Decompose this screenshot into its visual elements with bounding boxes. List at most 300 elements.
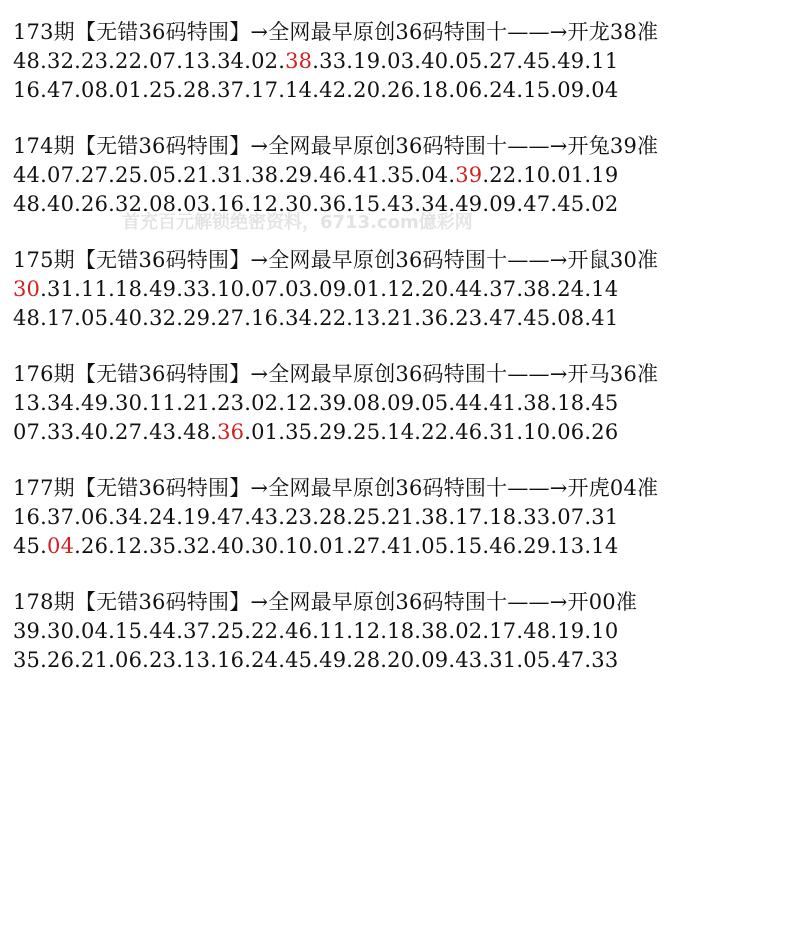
period-block (13, 18, 793, 105)
separator-dot: . (312, 420, 320, 444)
number-cell: 23 (217, 391, 245, 415)
separator-dot: . (40, 505, 48, 529)
separator-dot: . (176, 49, 184, 73)
number-cell: 45 (557, 192, 585, 216)
separator-dot: . (482, 420, 490, 444)
separator-dot: . (312, 78, 320, 102)
number-cell: 31 (47, 277, 75, 301)
separator-dot: . (346, 192, 354, 216)
separator-dot: . (346, 163, 354, 187)
number-cell: 22 (489, 163, 517, 187)
separator-dot: . (550, 277, 558, 301)
number-cell: 15 (523, 78, 551, 102)
separator-dot: . (142, 619, 150, 643)
number-row (13, 47, 793, 76)
separator-dot: . (380, 78, 388, 102)
number-cell: 18 (115, 277, 143, 301)
separator-dot: . (448, 420, 456, 444)
separator-dot: . (516, 505, 524, 529)
separator-dot: . (74, 619, 82, 643)
number-cell: 39 (13, 619, 41, 643)
separator-dot: . (40, 78, 48, 102)
separator-dot: . (244, 163, 252, 187)
number-cell: 47 (217, 505, 245, 529)
number-cell: 47 (47, 78, 75, 102)
number-cell: 24 (251, 648, 279, 672)
number-row (13, 275, 793, 304)
separator-dot: . (278, 277, 286, 301)
number-cell: 35 (387, 163, 415, 187)
separator-dot: . (550, 163, 558, 187)
number-cell: 35 (149, 534, 177, 558)
number-cell: 32 (47, 49, 75, 73)
number-cell: 05 (421, 534, 449, 558)
separator-dot: . (312, 192, 320, 216)
number-cell: 33 (47, 420, 75, 444)
separator-dot: . (312, 648, 320, 672)
separator-dot: . (482, 505, 490, 529)
number-cell: 47 (523, 192, 551, 216)
separator-dot: . (244, 391, 252, 415)
number-cell: 18 (489, 505, 517, 529)
separator-dot: . (584, 648, 592, 672)
number-cell: 10 (523, 163, 551, 187)
separator-dot: . (74, 192, 82, 216)
number-cell: 04 (591, 78, 619, 102)
separator-dot: . (584, 619, 592, 643)
separator-dot: . (40, 192, 48, 216)
separator-dot: . (414, 648, 422, 672)
separator-dot: . (74, 49, 82, 73)
number-cell: 11 (81, 277, 109, 301)
separator-dot: . (108, 277, 116, 301)
number-row (13, 532, 793, 561)
separator-dot: . (210, 277, 218, 301)
winning-number: 39 (455, 163, 483, 187)
separator-dot: . (380, 163, 388, 187)
separator-dot: . (380, 534, 388, 558)
separator-dot: . (414, 619, 422, 643)
number-cell: 21 (81, 648, 109, 672)
number-cell: 41 (387, 534, 415, 558)
period-block (13, 246, 793, 333)
number-cell: 14 (591, 277, 619, 301)
number-cell: 45 (285, 648, 313, 672)
number-cell: 28 (183, 78, 211, 102)
separator-dot: . (278, 49, 286, 73)
separator-dot: . (312, 163, 320, 187)
separator-dot: . (74, 277, 82, 301)
separator-dot: . (142, 391, 150, 415)
separator-dot: . (40, 306, 48, 330)
number-cell: 28 (319, 505, 347, 529)
separator-dot: . (550, 49, 558, 73)
number-cell: 34 (115, 505, 143, 529)
separator-dot: . (482, 534, 490, 558)
separator-dot: . (142, 648, 150, 672)
period-block (13, 474, 793, 561)
number-cell: 38 (251, 163, 279, 187)
number-cell: 30 (47, 619, 75, 643)
separator-dot: . (142, 277, 150, 301)
separator-dot: . (142, 78, 150, 102)
number-cell: 30 (115, 391, 143, 415)
separator-dot: . (448, 306, 456, 330)
separator-dot: . (482, 277, 490, 301)
number-cell: 34 (217, 49, 245, 73)
number-cell: 38 (421, 619, 449, 643)
number-cell: 22 (115, 49, 143, 73)
number-cell: 06 (557, 420, 585, 444)
separator-dot: . (550, 306, 558, 330)
number-cell: 49 (455, 192, 483, 216)
number-cell: 46 (455, 420, 483, 444)
number-cell: 22 (251, 619, 279, 643)
separator-dot: . (380, 306, 388, 330)
period-header: 178期【无错36码特围】→全网最早原创36码特围十——→开00准 (13, 590, 638, 614)
separator-dot: . (448, 391, 456, 415)
separator-dot: . (482, 619, 490, 643)
separator-dot: . (176, 648, 184, 672)
period-block (13, 588, 793, 675)
number-cell: 26 (591, 420, 619, 444)
number-cell: 02 (251, 49, 279, 73)
period-header: 177期【无错36码特围】→全网最早原创36码特围十——→开虎04准 (13, 476, 659, 500)
number-cell: 43 (387, 192, 415, 216)
separator-dot: . (380, 391, 388, 415)
number-cell: 32 (183, 534, 211, 558)
separator-dot: . (210, 391, 218, 415)
number-cell: 49 (81, 391, 109, 415)
separator-dot: . (346, 306, 354, 330)
number-cell: 04 (421, 163, 449, 187)
number-cell: 48 (523, 619, 551, 643)
number-cell: 37 (217, 78, 245, 102)
separator-dot: . (550, 420, 558, 444)
number-cell: 40 (47, 192, 75, 216)
number-cell: 26 (47, 648, 75, 672)
separator-dot: . (40, 49, 48, 73)
number-cell: 42 (319, 78, 347, 102)
number-cell: 21 (387, 505, 415, 529)
separator-dot: . (108, 163, 116, 187)
separator-dot: . (108, 192, 116, 216)
separator-dot: . (584, 192, 592, 216)
number-cell: 17 (47, 306, 75, 330)
separator-dot: . (278, 534, 286, 558)
separator-dot: . (346, 534, 354, 558)
separator-dot: . (414, 277, 422, 301)
separator-dot: . (74, 391, 82, 415)
number-cell: 33 (523, 505, 551, 529)
number-cell: 12 (251, 192, 279, 216)
number-row (13, 646, 793, 675)
number-cell: 01 (115, 78, 143, 102)
number-cell: 18 (421, 78, 449, 102)
separator-dot: . (482, 192, 490, 216)
separator-dot: . (40, 648, 48, 672)
separator-dot: . (244, 534, 252, 558)
number-cell: 16 (13, 505, 41, 529)
separator-dot: . (516, 277, 524, 301)
number-cell: 20 (353, 78, 381, 102)
number-cell: 16 (217, 648, 245, 672)
number-cell: 27 (81, 163, 109, 187)
number-row (13, 418, 793, 447)
number-cell: 45 (523, 306, 551, 330)
separator-dot: . (380, 49, 388, 73)
separator-dot: . (210, 49, 218, 73)
number-cell: 22 (319, 306, 347, 330)
number-cell: 31 (489, 648, 517, 672)
separator-dot: . (448, 277, 456, 301)
separator-dot: . (142, 534, 150, 558)
separator-dot: . (176, 192, 184, 216)
number-cell: 25 (217, 619, 245, 643)
number-cell: 01 (557, 163, 585, 187)
number-cell: 28 (353, 648, 381, 672)
separator-dot: . (108, 420, 116, 444)
separator-dot: . (516, 534, 524, 558)
number-cell: 43 (455, 648, 483, 672)
number-cell: 44 (455, 391, 483, 415)
number-cell: 34 (47, 391, 75, 415)
number-cell: 17 (455, 505, 483, 529)
number-cell: 35 (13, 648, 41, 672)
number-cell: 48 (183, 420, 211, 444)
separator-dot: . (108, 49, 116, 73)
separator-dot: . (482, 648, 490, 672)
number-cell: 27 (489, 49, 517, 73)
number-cell: 38 (523, 277, 551, 301)
number-cell: 30 (285, 192, 313, 216)
separator-dot: . (210, 306, 218, 330)
number-cell: 19 (557, 619, 585, 643)
period-block (13, 132, 793, 219)
separator-dot: . (244, 78, 252, 102)
number-cell: 25 (149, 78, 177, 102)
number-row (13, 161, 793, 190)
separator-dot: . (448, 49, 456, 73)
separator-dot: . (176, 619, 184, 643)
number-cell: 10 (523, 420, 551, 444)
number-cell: 45 (13, 534, 41, 558)
separator-dot: . (516, 49, 524, 73)
separator-dot: . (74, 78, 82, 102)
separator-dot: . (584, 163, 592, 187)
separator-dot: . (312, 306, 320, 330)
number-cell: 10 (591, 619, 619, 643)
number-cell: 05 (81, 306, 109, 330)
separator-dot: . (550, 78, 558, 102)
separator-dot: . (278, 391, 286, 415)
separator-dot: . (482, 49, 490, 73)
number-cell: 25 (115, 163, 143, 187)
number-cell: 41 (489, 391, 517, 415)
number-cell: 36 (319, 192, 347, 216)
number-cell: 07 (13, 420, 41, 444)
separator-dot: . (516, 420, 524, 444)
number-cell: 09 (319, 277, 347, 301)
number-cell: 12 (285, 391, 313, 415)
number-cell: 08 (557, 306, 585, 330)
number-cell: 14 (591, 534, 619, 558)
separator-dot: . (176, 505, 184, 529)
separator-dot: . (516, 306, 524, 330)
separator-dot: . (142, 192, 150, 216)
separator-dot: . (278, 306, 286, 330)
number-cell: 05 (523, 648, 551, 672)
separator-dot: . (448, 163, 456, 187)
number-cell: 30 (251, 534, 279, 558)
number-cell: 03 (183, 192, 211, 216)
number-cell: 18 (387, 619, 415, 643)
separator-dot: . (210, 648, 218, 672)
number-row (13, 389, 793, 418)
separator-dot: . (176, 306, 184, 330)
separator-dot: . (210, 192, 218, 216)
number-cell: 13 (183, 648, 211, 672)
number-cell: 20 (387, 648, 415, 672)
separator-dot: . (244, 648, 252, 672)
separator-dot: . (482, 163, 490, 187)
separator-dot: . (482, 78, 490, 102)
winning-number: 36 (217, 420, 245, 444)
number-cell: 25 (353, 505, 381, 529)
watermark-text: 首充百元解锁绝密资料，6713.com億彩网 (122, 212, 473, 233)
number-cell: 01 (353, 277, 381, 301)
separator-dot: . (346, 505, 354, 529)
winning-number: 04 (47, 534, 75, 558)
separator-dot: . (346, 619, 354, 643)
number-cell: 13 (183, 49, 211, 73)
separator-dot: . (584, 505, 592, 529)
number-cell: 19 (183, 505, 211, 529)
separator-dot: . (244, 505, 252, 529)
separator-dot: . (210, 420, 218, 444)
number-cell: 38 (523, 391, 551, 415)
separator-dot: . (550, 391, 558, 415)
separator-dot: . (584, 277, 592, 301)
number-cell: 22 (421, 420, 449, 444)
number-cell: 27 (217, 306, 245, 330)
number-cell: 09 (421, 648, 449, 672)
number-cell: 12 (353, 619, 381, 643)
number-cell: 10 (285, 534, 313, 558)
number-cell: 09 (489, 192, 517, 216)
number-cell: 14 (387, 420, 415, 444)
number-cell: 40 (421, 49, 449, 73)
separator-dot: . (40, 391, 48, 415)
number-cell: 26 (81, 534, 109, 558)
number-cell: 24 (489, 78, 517, 102)
separator-dot: . (448, 534, 456, 558)
separator-dot: . (74, 648, 82, 672)
number-cell: 05 (455, 49, 483, 73)
separator-dot: . (108, 391, 116, 415)
number-cell: 08 (81, 78, 109, 102)
separator-dot: . (74, 420, 82, 444)
separator-dot: . (176, 391, 184, 415)
number-cell: 23 (285, 505, 313, 529)
number-cell: 37 (489, 277, 517, 301)
separator-dot: . (278, 619, 286, 643)
number-cell: 06 (81, 505, 109, 529)
number-cell: 49 (149, 277, 177, 301)
separator-dot: . (142, 505, 150, 529)
separator-dot: . (210, 534, 218, 558)
separator-dot: . (278, 420, 286, 444)
separator-dot: . (210, 163, 218, 187)
number-cell: 11 (149, 391, 177, 415)
separator-dot: . (108, 534, 116, 558)
separator-dot: . (516, 163, 524, 187)
separator-dot: . (244, 49, 252, 73)
separator-dot: . (550, 534, 558, 558)
separator-dot: . (278, 78, 286, 102)
separator-dot: . (516, 391, 524, 415)
number-cell: 40 (217, 534, 245, 558)
number-cell: 40 (81, 420, 109, 444)
number-cell: 48 (13, 192, 41, 216)
separator-dot: . (346, 49, 354, 73)
separator-dot: . (312, 277, 320, 301)
separator-dot: . (414, 420, 422, 444)
number-cell: 33 (319, 49, 347, 73)
separator-dot: . (380, 619, 388, 643)
separator-dot: . (380, 192, 388, 216)
separator-dot: . (108, 78, 116, 102)
number-cell: 10 (217, 277, 245, 301)
separator-dot: . (108, 505, 116, 529)
number-cell: 37 (183, 619, 211, 643)
number-cell: 47 (557, 648, 585, 672)
number-cell: 32 (115, 192, 143, 216)
number-cell: 33 (183, 277, 211, 301)
number-cell: 14 (285, 78, 313, 102)
number-cell: 34 (285, 306, 313, 330)
number-cell: 02 (455, 619, 483, 643)
separator-dot: . (414, 391, 422, 415)
separator-dot: . (312, 391, 320, 415)
number-row (13, 617, 793, 646)
number-cell: 43 (251, 505, 279, 529)
number-row (13, 76, 793, 105)
number-cell: 38 (421, 505, 449, 529)
number-cell: 01 (251, 420, 279, 444)
separator-dot: . (414, 306, 422, 330)
number-cell: 29 (319, 420, 347, 444)
number-cell: 26 (81, 192, 109, 216)
number-cell: 02 (251, 391, 279, 415)
separator-dot: . (74, 534, 82, 558)
number-cell: 12 (115, 534, 143, 558)
period-header: 173期【无错36码特围】→全网最早原创36码特围十——→开龙38准 (13, 20, 659, 44)
number-cell: 45 (591, 391, 619, 415)
separator-dot: . (346, 420, 354, 444)
separator-dot: . (312, 619, 320, 643)
number-cell: 05 (149, 163, 177, 187)
number-cell: 34 (421, 192, 449, 216)
separator-dot: . (516, 192, 524, 216)
separator-dot: . (142, 306, 150, 330)
number-cell: 19 (353, 49, 381, 73)
number-cell: 15 (115, 619, 143, 643)
number-cell: 46 (285, 619, 313, 643)
number-cell: 06 (115, 648, 143, 672)
separator-dot: . (312, 49, 320, 73)
number-cell: 29 (183, 306, 211, 330)
